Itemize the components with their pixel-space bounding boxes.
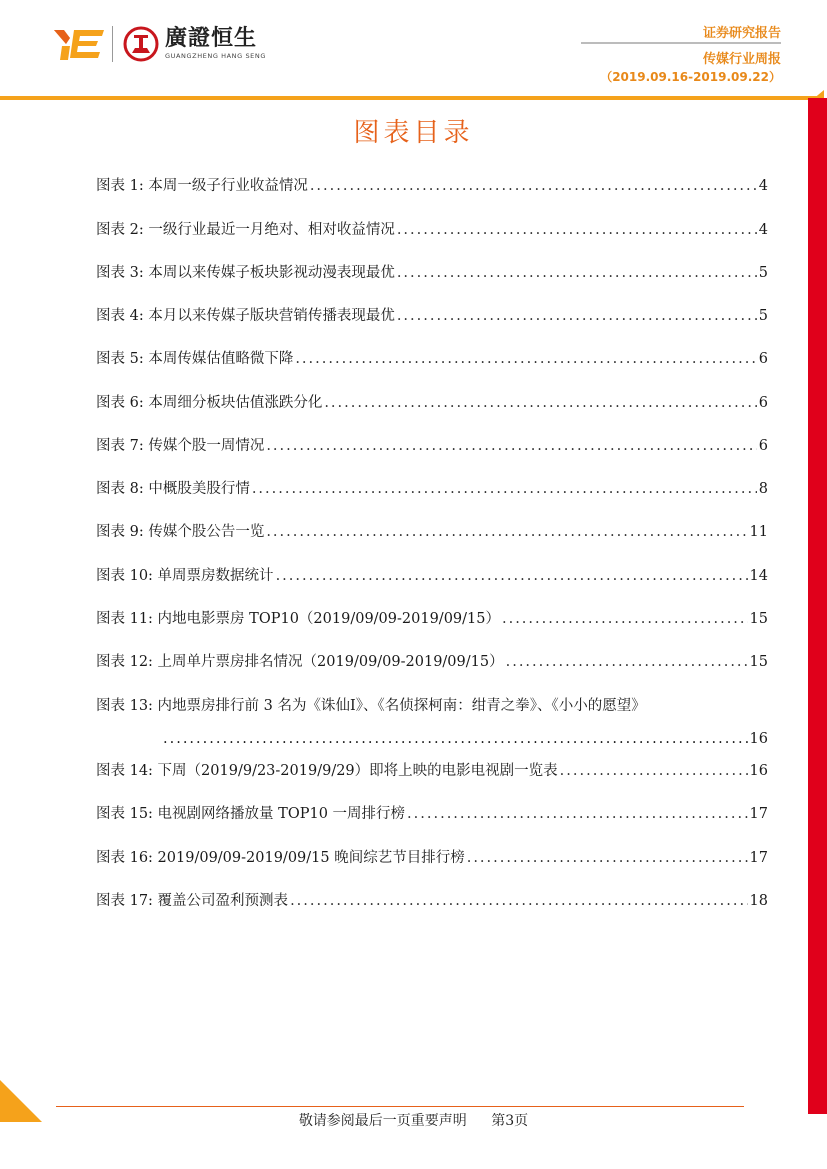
toc-page-number: 18: [749, 893, 768, 909]
header-orange-bar: [0, 96, 818, 100]
toc-page-number: 15: [749, 611, 768, 627]
toc-leader-dots: [506, 651, 748, 673]
toc-leader-dots: [252, 478, 757, 500]
toc-label: 图表 17: 覆盖公司盈利预测表: [96, 893, 289, 909]
toc-entry[interactable]: [96, 175, 768, 197]
toc-label: 图表 16: 2019/09/09-2019/09/15 晚间综艺节目排行榜: [96, 850, 465, 866]
toc-leader-dots: [266, 435, 756, 457]
footer-page-number: 第3页: [491, 1113, 529, 1129]
toc-entry[interactable]: [96, 890, 768, 912]
footer-rule: [56, 1106, 744, 1107]
toc-label: 图表 11: 内地电影票房 TOP10（2019/09/09-2019/09/15）: [96, 611, 500, 627]
footer: [0, 1110, 827, 1130]
toc-leader-dots: [467, 847, 748, 869]
toc-leader-dots: [407, 803, 748, 825]
toc-leader-dots: [397, 219, 757, 241]
report-type: 证券研究报告: [702, 26, 781, 41]
toc-label: 图表 8: 中概股美股行情: [96, 481, 250, 497]
brand-text: [165, 27, 266, 61]
toc-leader-dots: [310, 175, 757, 197]
toc-entry[interactable]: [96, 565, 768, 587]
toc-page-number: 8: [758, 481, 768, 497]
toc-label: 图表 6: 本周细分板块估值涨跌分化: [96, 395, 323, 411]
toc-leader-dots: [502, 608, 748, 630]
toc-entry[interactable]: [96, 392, 768, 414]
toc-label: 图表 12: 上周单片票房排名情况（2019/09/09-2019/09/15）: [96, 654, 504, 670]
toc-entry[interactable]: [96, 608, 768, 630]
toc-entry[interactable]: [96, 478, 768, 500]
footer-notice: 敬请参阅最后一页重要声明: [298, 1113, 467, 1129]
toc-entry[interactable]: [96, 847, 768, 869]
toc-page-number: 16: [749, 763, 768, 779]
toc-label: 图表 5: 本周传媒估值略微下降: [96, 351, 294, 367]
toc-entry-continuation: [163, 728, 768, 750]
toc-leader-dots: [295, 348, 756, 370]
brand-name-cn: 廣證恒生: [165, 26, 258, 51]
toc-page-number: 16: [749, 731, 768, 747]
toc-leader-dots: [290, 890, 747, 912]
toc-leader-dots: [324, 392, 756, 414]
toc-leader-dots: [397, 262, 757, 284]
toc-entry[interactable]: [96, 651, 768, 673]
toc-entry[interactable]: [96, 305, 768, 327]
toc-page-number: 6: [758, 438, 768, 454]
toc-page-number: 15: [749, 654, 768, 670]
toc-entry-wrapped[interactable]: [96, 695, 768, 717]
page-title: 图表目录: [353, 118, 474, 148]
toc-page-number: 6: [758, 351, 768, 367]
header-rule: [581, 42, 781, 44]
toc-page-number: 11: [749, 524, 768, 540]
toc-entry[interactable]: [96, 435, 768, 457]
toc-page-number: 5: [758, 308, 768, 324]
logo-separator: [112, 26, 113, 62]
toc-page-number: 17: [749, 806, 768, 822]
toc-page-number: 5: [758, 265, 768, 281]
company-logo: [40, 22, 266, 66]
toc-entry[interactable]: [96, 521, 768, 543]
toc-entry[interactable]: [96, 262, 768, 284]
toc-entry[interactable]: [96, 219, 768, 241]
toc-label: 图表 2: 一级行业最近一月绝对、相对收益情况: [96, 222, 395, 238]
toc-page-number: 14: [749, 568, 768, 584]
toc-label: 图表 3: 本周以来传媒子板块影视动漫表现最优: [96, 265, 395, 281]
toc-leader-dots: [163, 728, 750, 750]
toc-leader-dots: [276, 565, 748, 587]
toc-label: 图表 9: 传媒个股公告一览: [96, 524, 265, 540]
toc-page-number: 4: [758, 178, 768, 194]
report-name: 传媒行业周报: [702, 52, 781, 67]
toc-entry[interactable]: [96, 348, 768, 370]
toc-label: 图表 4: 本月以来传媒子版块营销传播表现最优: [96, 308, 395, 324]
toc-leader-dots: [397, 305, 757, 327]
toc-page-number: 17: [749, 850, 768, 866]
toc-label: 图表 10: 单周票房数据统计: [96, 568, 274, 584]
toc-label: 图表 1: 本周一级子行业收益情况: [96, 178, 308, 194]
seal-icon: [123, 26, 159, 62]
toc-label: 图表 15: 电视剧网络播放量 TOP10 一周排行榜: [96, 806, 406, 822]
toc-label: 图表 7: 传媒个股一周情况: [96, 438, 265, 454]
toc-leader-dots: [266, 521, 747, 543]
toc-page-number: 4: [758, 222, 768, 238]
right-red-bar: [808, 98, 827, 1114]
ye-logo-icon: [40, 24, 106, 64]
toc-label: 图表 14: 下周（2019/9/23-2019/9/29）即将上映的电影电视剧一览表: [96, 763, 558, 779]
toc-entry[interactable]: [96, 803, 768, 825]
toc-page-number: 6: [758, 395, 768, 411]
report-date-range: （2019.09.16-2019.09.22）: [600, 70, 781, 84]
report-header-info: [581, 22, 781, 86]
toc-label: 图表 13: 内地票房排行前 3 名为《诛仙Ⅰ》、《名侦探柯南：绀青之拳》、《小小的愿望》: [96, 698, 646, 714]
brand-name-en: GUANGZHENG HANG SENG: [165, 52, 266, 60]
toc-leader-dots: [560, 760, 748, 782]
toc-entry[interactable]: [96, 760, 768, 782]
